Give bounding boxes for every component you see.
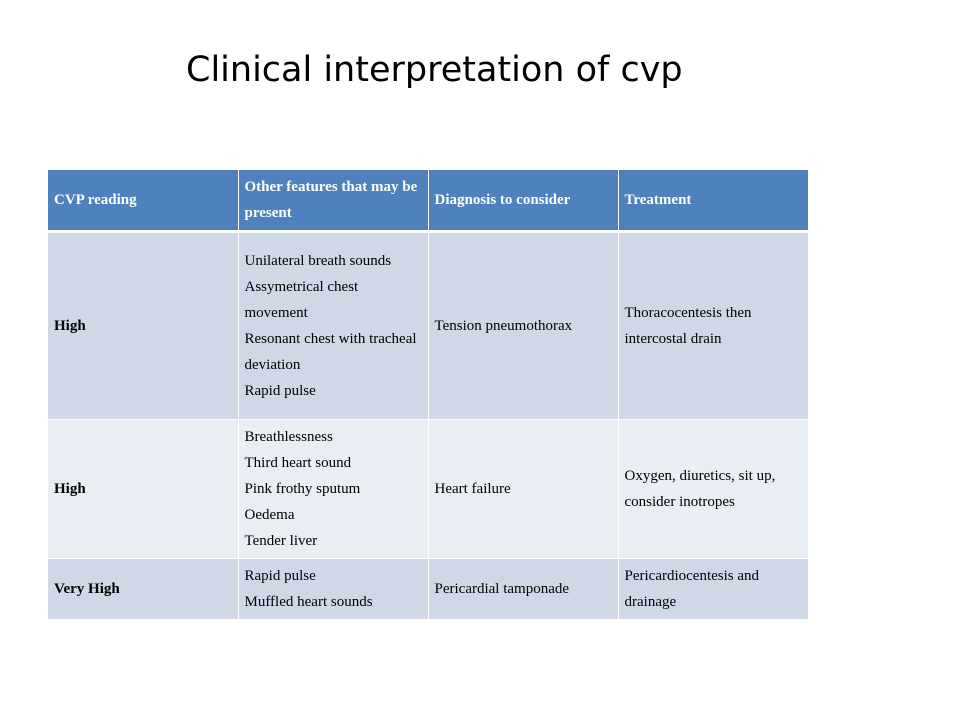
- feature-item: Rapid pulse: [244, 383, 316, 399]
- cvp-reading-cell: Very High: [48, 559, 238, 620]
- slide-title: Clinical interpretation of cvp: [186, 50, 683, 90]
- treatment-cell: Oxygen, diuretics, sit up, consider inotropes: [618, 420, 808, 559]
- treatment-cell: Thoracocentesis then intercostal drain: [618, 232, 808, 420]
- diagnosis-cell: Heart failure: [428, 420, 618, 559]
- feature-item: Third heart sound: [244, 455, 352, 471]
- feature-item: Rapid pulse: [244, 568, 316, 584]
- feature-item: Breathlessness: [244, 429, 333, 445]
- cvp-interpretation-table: [48, 170, 808, 620]
- features-cell: [238, 232, 428, 420]
- treatment-cell: Pericardiocentesis and drainage: [618, 559, 808, 620]
- features-cell: [238, 559, 428, 620]
- feature-item: Tender liver: [244, 533, 318, 549]
- table-header-row: [48, 170, 808, 232]
- feature-item: Pink frothy sputum: [244, 481, 361, 497]
- feature-item: Muffled heart sounds: [244, 594, 373, 610]
- feature-item: Unilateral breath sounds: [244, 253, 392, 269]
- cvp-reading-cell: High: [48, 232, 238, 420]
- feature-item: Oedema: [244, 507, 295, 523]
- header-treatment: Treatment: [618, 170, 808, 232]
- table-row: [48, 420, 808, 559]
- diagnosis-cell: Pericardial tamponade: [428, 559, 618, 620]
- header-diagnosis: Diagnosis to consider: [428, 170, 618, 232]
- feature-item: Resonant chest with tracheal deviation: [244, 331, 417, 373]
- cvp-reading-cell: High: [48, 420, 238, 559]
- table-row: [48, 232, 808, 420]
- feature-item: Assymetrical chest movement: [244, 279, 359, 321]
- header-cvp-reading: CVP reading: [48, 170, 238, 232]
- header-other-features: Other features that may be present: [238, 170, 428, 232]
- table-row: [48, 559, 808, 620]
- diagnosis-cell: Tension pneumothorax: [428, 232, 618, 420]
- features-cell: [238, 420, 428, 559]
